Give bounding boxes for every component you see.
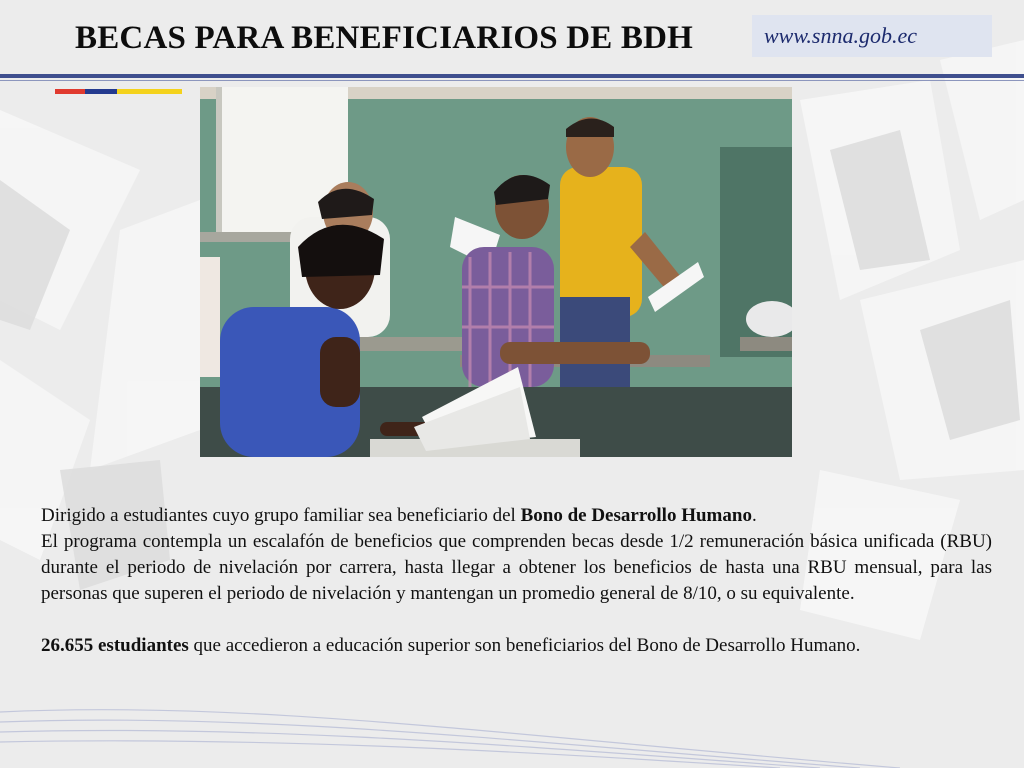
slide-header	[0, 0, 1024, 90]
flag-stripe-red	[55, 89, 85, 94]
paragraph-students	[41, 633, 992, 659]
paragraph-target	[41, 503, 992, 529]
p3-text: que accedieron a educación superior son beneficiarios del Bono de Desarrollo Humano.	[188, 635, 861, 656]
slide-title: BECAS PARA BENEFICIARIOS DE BDH	[75, 20, 694, 56]
body-text	[41, 503, 992, 659]
flag-stripe-blue	[85, 89, 117, 94]
classroom-photo	[200, 87, 792, 457]
website-url[interactable]: www.snna.gob.ec	[764, 23, 917, 48]
title-rule-thin	[0, 80, 1024, 81]
p3-bold: 26.655 estudiantes	[41, 635, 189, 656]
p1-bold: Bono de Desarrollo Humano	[520, 505, 752, 526]
paragraph-gap	[41, 607, 992, 633]
flag-stripe-yellow	[117, 89, 182, 94]
title-rule	[0, 74, 1024, 78]
paragraph-program: El programa contempla un escalafón de beneficios que comprenden becas desde 1/2 remuneración básica unificada (RBU) durante el periodo de nivelación por carrera, hasta llegar a obtener los beneficios de hasta una RBU mensual, para las personas que superen el periodo de nivelación y mantengan un promedio general de 8/10, o su equivalente.	[41, 531, 992, 604]
p1-text: Dirigido a estudiantes cuyo grupo familiar sea beneficiario del	[41, 505, 521, 526]
website-box	[752, 15, 992, 57]
p1-end: .	[751, 505, 757, 526]
